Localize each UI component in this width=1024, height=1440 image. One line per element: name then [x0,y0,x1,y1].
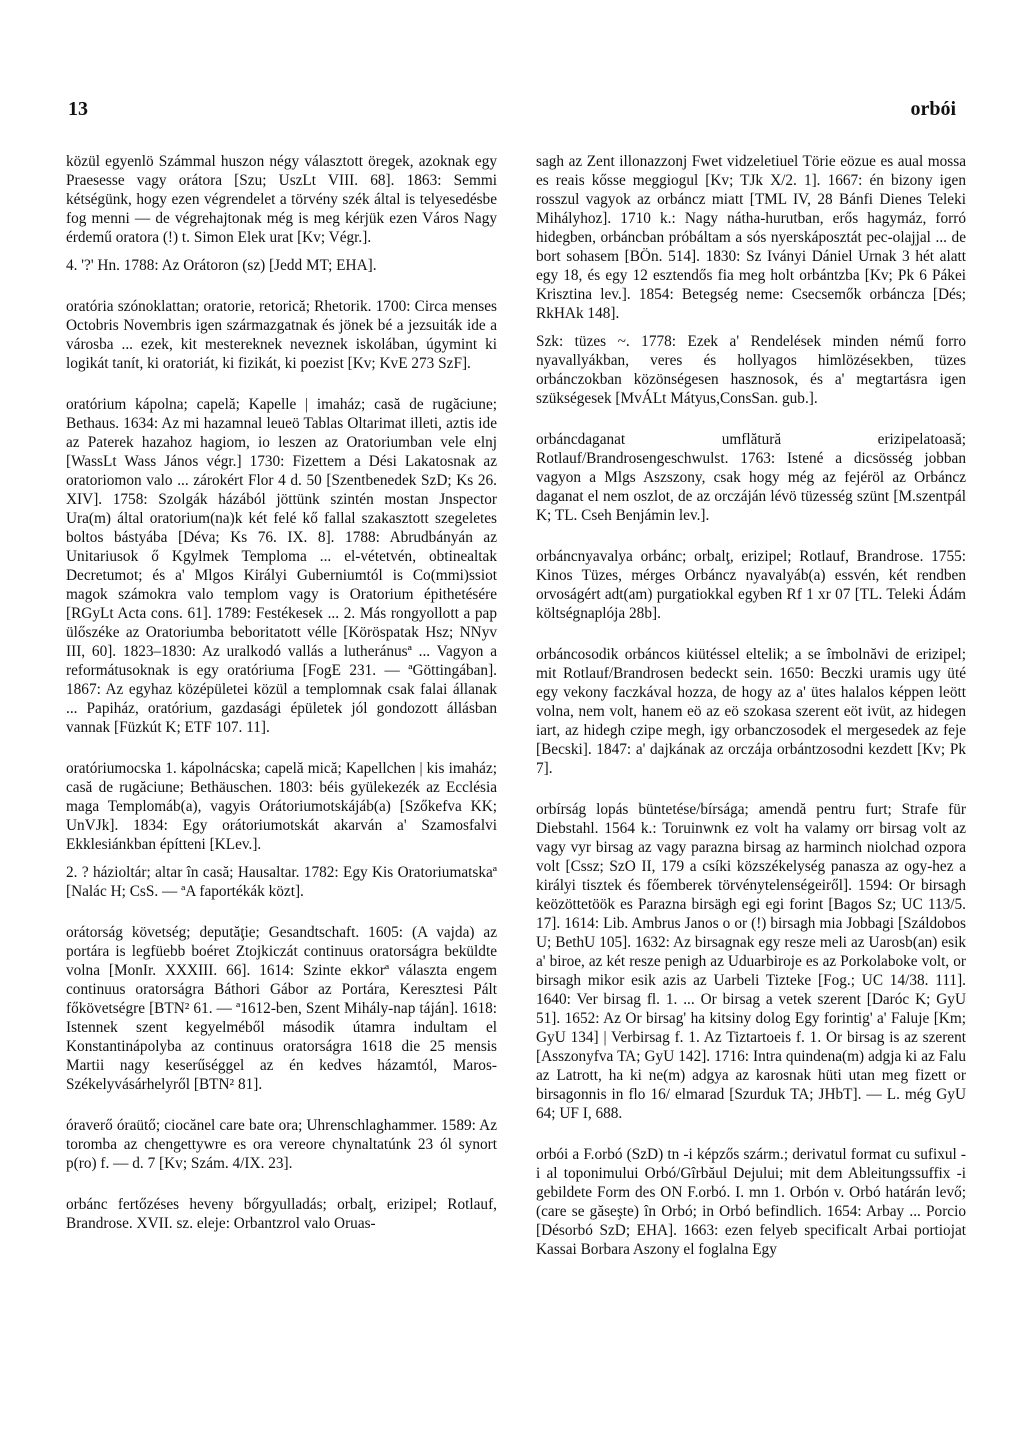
entry-oratorsag: orátorság követség; deputăţie; Gesandtschaft. 1605: (A vajda) az portára is legfüebb boéret Ztojkiczát continuus oratorságra beküldte volna [MonIr. XXXIII. 66]. 1614: Szinte ekkorª választa engem continuus oratorságra Báthori Gábor az Portára, Keresztesi Pált főkövetségre [BTN² 61. — ª1612-ben, Szent Mihály-nap táján]. 1618: Istennek szent kegyelméből második útamra indultam el Konstantinápolyba az continuus oratorságra 1618 die 25 mensis Martii nagy keserűséggel az én kedves házamtól, Maros-Székelyvásárhelyről [BTN² 81]. [66,924,497,1093]
right-column [536,152,966,1268]
entry-oratorium: oratórium kápolna; capelă; Kapelle | imaház; casă de rugăciune; Bethaus. 1634: Az mi hazamnal leueö Tablas Oltarimat illeti, aztis ide az Paterek hazahoz hagiom, io leszen az Oratoriumban vele elnj [WassLt Wass János végr.] 1730: Fizettem a Dési Lakatosnak az oratoriomon valo ... zárokért Flor 4 d. 50 [Szentbenedek SzD; Ks 26. XIV]. 1758: Szolgák házából jöttünk szintén mostan Jnspector Ura(m) által oratorium(na)k két felé kő fallal szakasztott szegeletes boltos bástyába [Déva; Ks 76. IX. 8]. 1788: Abrudbányán az Unitariusok ő Kgylmek Temploma ... el-vétetvén, obtinealtak Decretumot; és a' Mlgos Királyi Guberniumtól is Co(mmi)ssiot magok számokra valo templom vagy is Oratorium épithetésére [RGyLt Acta cons. 61]. 1789: Festékesek ... 2. Más rongyollott a pap ülőszéke az Oratoriumba beboritatott vélle [Köröspatak Hsz; NNyv III, 60]. 1823–1830: Az uralkodó vallás a lutheránusª ... Vagyon a reformátusoknak is egy oratóriuma [FogE 231. — ªGöttingában]. 1867: Az egyhaz középületei közül a templomnak csak falai állanak ... Papiház, oratórium, gazdasági épületek jól gondozott állásban vannak [Füzkút K; ETF 107. 11]. [66,396,497,736]
entry-orbirsag: orbírság lopás büntetése/bírsága; amendă pentru furt; Strafe für Diebstahl. 1564 k.: Toruinwnk ez volt ha valamy orr birsag volt az vagy vyr birsag az vagy parazna birsag az harminch niolchad ozpora volt [Cssz; SzO II, 179 a csíki közszékelység panasza az ogy-hez a királyi tisztek és főemberek törvénytelenségeiről]. 1594: Or birsagh keözöttetöök es Parazna birsägh egi egi forint [Bagos Sz; UC 113/5. 17]. 1614: Lib. Ambrus Janos o or (!) birsagh mia Jobbagi [Száldobos U; BethU 105]. 1632: Az birsagnak egy resze meli az Uarosb(an) esik a' biroe, az két resze penigh az Uduarbiroje es az Porkolaboke volt, or birsagh mikor esik azis az Uarbeli Tizteke [Fog.; UC 14/38. 111]. 1640: Ver birsag fl. 1. ... Or birsag a vetek szerent [Daróc K; GyU 51]. 1652: Az Or birsag' ha kitsiny dolog Egy forintig' a' Faluje [Km; GyU 134] | Verbirsag f. 1. Az Tiztartoeis f. 1. Or birsag is az szerent [Asszonyfva TA; GyU 142]. 1716: Intra quindena(m) adgja ki az Falu az Latrott, ha ki ne(m) adgya az karosnak hüti utan meg fizett or birsagonnis in flo 16/ elmarad [Szurduk TA; JHbT]. — L. még GyU 64; UF I, 688. [536,801,966,1122]
entry-orbancnyavalya: orbáncnyavalya orbánc; orbalţ, erizipel; Rotlauf, Brandrose. 1755: Kinos Tüzes, mérges Orbáncz nyavalyáb(a) essvén, két rendben orvoságért adt(am) purgatiokkal egyben Rf 1 xr 07 [TL. Teleki Ádám költségnaplója 28b]. [536,548,966,622]
entry-orbanc: orbánc fertőzéses heveny bőrgyulladás; orbalţ, erizipel; Rotlauf, Brandrose. XVII. sz. eleje: Orbantzrol valo Oruas- [66,1196,497,1232]
left-column [66,152,497,1242]
page-number: 13 [68,98,88,120]
entry-continuation: közül egyenlö Számmal huszon négy választott öregek, azoknak egy Praesesse vagy orátora [Szu; UszLt VIII. 68]. 1863: Semmi kétségünk, hogy ezen végrendelet a törvény szék által is telyesedésbe fog menni — de végrehajtonak még is meg kérjük ezen Város Nagy érdemű oratora (!) t. Simon Elek urat [Kv; Végr.]. [66,153,497,246]
entry-oratoriumocska-sense-2: 2. ? házioltár; altar în casă; Hausaltar. 1782: Egy Kis Oratoriumatskaª [Nalác H; CsS. — ªA faportékák közt]. [66,864,497,900]
entry-sense-4: 4. '?' Hn. 1788: Az Orátoron (sz) [Jedd MT; EHA]. [66,257,377,274]
running-head: orbói [910,98,956,120]
entry-oratoriumocska: oratóriumocska 1. kápolnácska; capelă mică; Kapellchen | kis imaház; casă de rugăciune; Bethäuschen. 1803: béis gyülekezék az Ecclésia maga Templomáb(a), vagyis Orátoriumotskájáb(a) [Szőkefva KK; UnVJk]. 1834: Egy orátoriumotskát akarván a' Szamosfalvi Ekklesiánkban építteni [KLev.]. [66,760,497,853]
entry-orbancosodik: orbáncosodik orbáncos kiütéssel eltelik; a se îmbolnăvi de erizipel; mit Rotlauf/Brandrosen bedeckt sein. 1650: Beczki uramis ugy üté egy vekony faczkával hozza, de hogy az a' ütes halalos képpen leött volna, nem volt, hanem eö az eö szokasa szerent eöt ivüt, az hidegen iart, az hidegh czipe megh, igy orbanczosodek el mergesedek az feje [Becski]. 1847: a' dajkának az orczája orbántzosodni kezdett [Kv; Pk 7]. [536,646,966,777]
entry-oravero: óraverő óraütő; ciocănel care bate ora; Uhrenschlaghammer. 1589: Az toromba az chengettywre es ora vereore chynaltatúnk 23 ól synort p(ro) f. — d. 7 [Kv; Szám. 4/IX. 23]. [66,1117,497,1172]
entry-oratoria: oratória szónoklattan; oratorie, retorică; Rhetorik. 1700: Circa menses Octobris Novembris igen származgatnak és jönek bé a jezsuiták ide a városba ... ezek, kit mestereknek neveznek iskolában, úgymint ki logikát tanít, ki oratoriát, ki fizikát, ki poezist [Kv; KvE 273 SzF]. [66,298,497,372]
entry-orbanc-continuation: sagh az Zent illonazzonj Fwet vidzeletiuel Törie eözue es aual mossa es reais kősse meggiogul [Kv; TJk X/2. 1]. 1667: én bizony igen rosszul vagyok az orbáncz miatt [TML IV, 28 Bánfi Dienes Teleki Mihályhoz]. 1710 k.: Nagy nátha-hurutban, erős hagymáz, forró hidegben, orbáncban próbáltam a sós nyerskáposztát pec-olajjal ... de bort sohasem [BÖn. 514]. 1830: Sz Iványi Dániel Urnak 3 hét alatt egy 18, és egy 12 esztendős fia meg holt orbántzba [Kv; Pk 6 Pákei Krisztina lev.]. 1854: Betegség neme: Csecsemők orbáncza [Dés; RkHAk 148]. [536,153,966,322]
entry-orboi: orbói a F.orbó (SzD) tn -i képzős szárm.; derivatul format cu sufixul -i al toponimului Orbó/Gîrbăul Dejului; mit dem Ableitungssuffix -i gebildete Form des ON F.orbó. I. mn 1. Orbón v. Orbó határán levő; (care se găseşte) în Orbó; in Orbó befindlich. 1654: Arbay ... Porcio [Désorbó SzD; EHA]. 1663: ezen felyeb specificalt Arbai portiojat Kassai Borbara Aszony el foglalna Egy [536,1146,966,1258]
entry-orbanc-szk: Szk: tüzes ~. 1778: Ezek a' Rendelések minden némű forro nyavallyákban, veres és hollyagos himlözésekben, tüzes orbánczokban közönségesen hasznosok, és a' megtartásra igen szükségesek [MvÁLt Mátyus,ConsSan. gub.]. [536,333,966,407]
entry-orbancdaganat: orbáncdaganat umflătură erizipelatoasă; Rotlauf/Brandrosengeschwulst. 1763: Istené a dicsösség jobban vagyon a Mlgs Aszszony, csak hogy még az fejéröl az Orbáncz daganat el nem oszlot, de az orczáján lévö tüzesség szünt [M.szentpál K; TL. Cseh Benjámin lev.]. [536,431,966,524]
